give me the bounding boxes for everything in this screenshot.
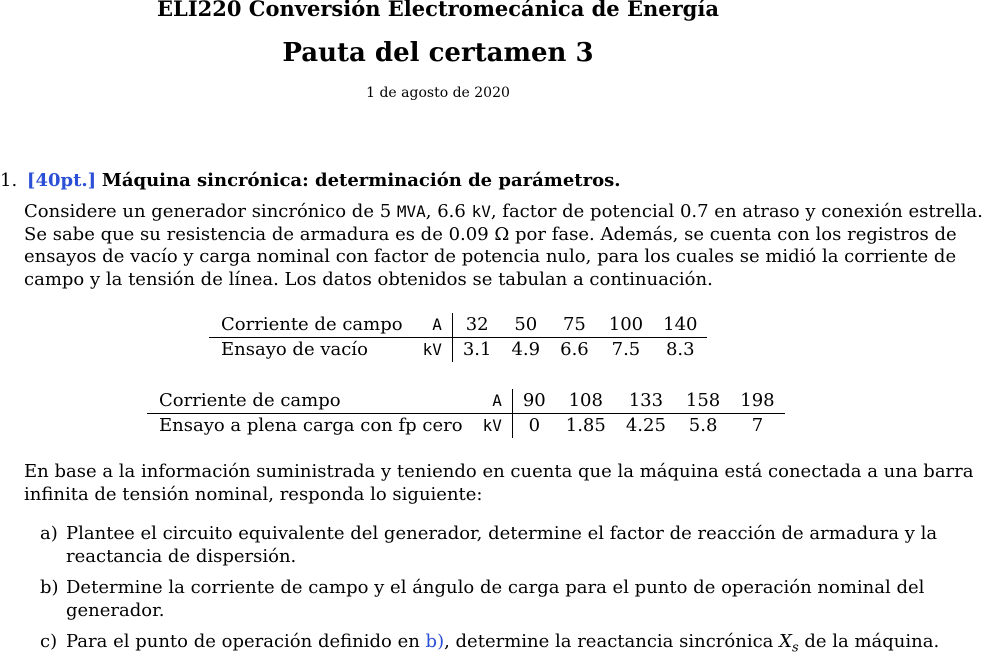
table-row	[209, 338, 707, 363]
item-label: c)	[40, 631, 58, 652]
cell-value: 4.9	[511, 339, 541, 360]
cell-value: 158	[676, 389, 730, 414]
cell-value: 75	[550, 313, 599, 338]
cell-value: 1.85	[565, 415, 606, 436]
no-load-test-table	[209, 313, 707, 362]
cell-value: 50	[501, 313, 550, 338]
cell-value: 6.6	[560, 339, 589, 360]
cell-value: 4.25	[625, 415, 666, 436]
item-text: Para el punto de operación definido en b), determine la reactancia sincrónica $X_s$ de la máquina.	[66, 631, 940, 656]
cell-value: 3.1	[462, 339, 492, 360]
problem-number: 1.	[0, 170, 18, 191]
problem-heading-text: Máquina sincrónica: determinación de parámetros.	[101, 170, 621, 191]
cell-value: 198	[730, 389, 784, 414]
cell-value: 7	[751, 415, 764, 436]
row-unit: A	[473, 389, 513, 414]
item-b-reference-link[interactable]: b)	[425, 631, 445, 652]
row-label: Ensayo a plena carga con fp cero	[159, 415, 463, 436]
item-text: Determine la corriente de campo y el ángulo de carga para el punto de operación nominal del generador.	[66, 577, 925, 621]
cell-value: 90	[512, 389, 555, 414]
cell-value: 5.8	[688, 415, 718, 436]
full-load-zero-pf-table	[147, 389, 785, 438]
row-unit: A	[413, 313, 453, 338]
context-line: infinita de tensión nominal, responda lo siguiente:	[24, 483, 483, 505]
row-unit: kV	[473, 414, 513, 439]
item-label: b)	[40, 577, 59, 598]
cell-value: 140	[653, 313, 707, 338]
item-text: Plantee el circuito equivalente del generador, determine el factor de reacción de armadura y la reactancia de dispersión.	[66, 523, 938, 567]
problem-points-link[interactable]: [40pt.]	[26, 170, 97, 191]
problem-heading	[0, 170, 620, 191]
problem-intro	[24, 201, 983, 291]
context-paragraph	[24, 461, 974, 506]
table-row	[147, 389, 785, 414]
table-row	[147, 414, 785, 439]
cell-value: 100	[599, 313, 653, 338]
cell-value: 8.3	[665, 339, 695, 360]
cell-value: 108	[556, 389, 616, 414]
intro-line: campo y la tensión de línea. Los datos obtenidos se tabulan a continuación.	[24, 268, 713, 290]
cell-value: 7.5	[611, 339, 641, 360]
table-row	[209, 313, 707, 338]
document-date: 1 de agosto de 2020	[366, 85, 510, 101]
cell-value: 0	[528, 415, 541, 436]
row-label: Ensayo de vacío	[221, 339, 368, 360]
row-label: Corriente de campo	[147, 389, 473, 414]
context-line: En base a la información suministrada y teniendo en cuenta que la máquina está conectada a una barra	[24, 461, 974, 482]
document-title: Pauta del certamen 3	[282, 38, 594, 68]
row-label: Corriente de campo	[209, 313, 413, 338]
reactance-symbol: X	[779, 631, 792, 652]
intro-line: Se sabe que su resistencia de armadura es de 0.09 Ω por fase. Además, se cuenta con los registros de	[24, 223, 957, 245]
intro-line: ensayos de vacío y carga nominal con factor de potencia nulo, para los cuales se midió la corriente de	[24, 246, 957, 267]
row-unit: kV	[413, 338, 453, 363]
course-title: ELI220 Conversión Electromecánica de Energía	[157, 0, 719, 21]
cell-value: 32	[452, 313, 501, 338]
cell-value: 133	[616, 389, 676, 414]
intro-line: Considere un generador sincrónico de 5 MVA, 6.6 kV, factor de potencial 0.7 en atraso y conexión estrella.	[24, 201, 983, 222]
item-label: a)	[40, 523, 58, 544]
